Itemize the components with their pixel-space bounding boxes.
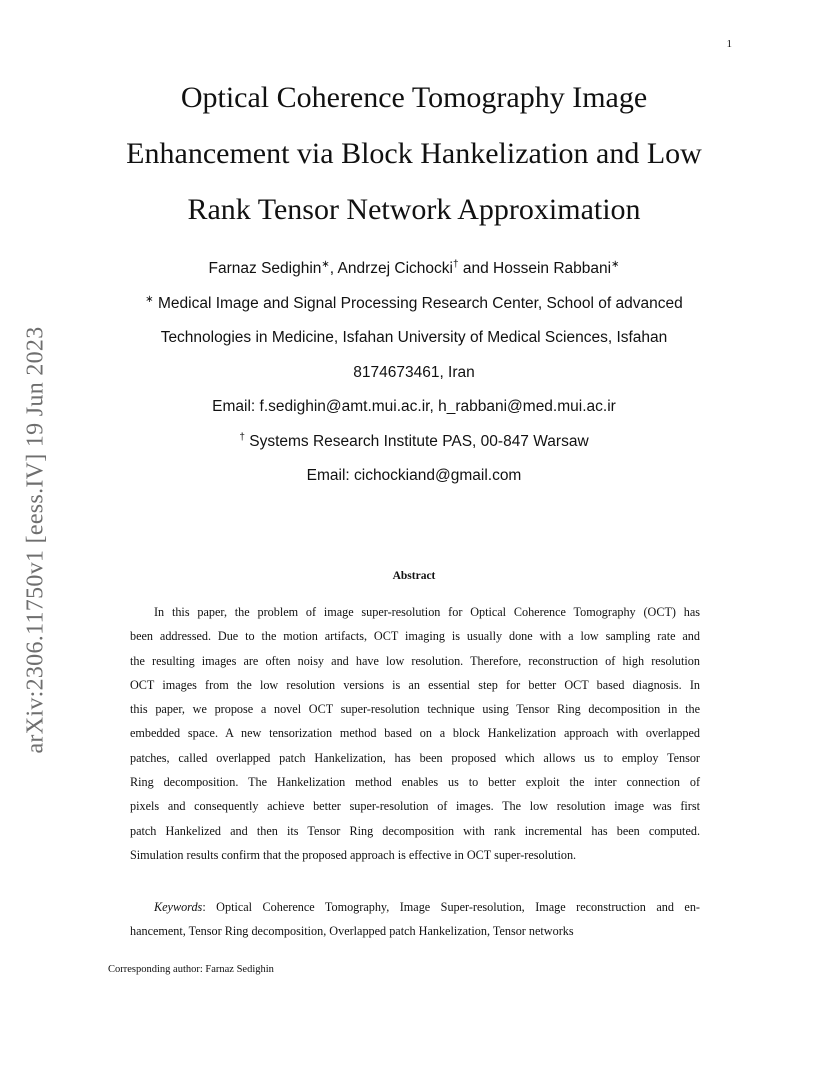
email-line: Email: f.sedighin@amt.mui.ac.ir, h_rabbani@med.mui.ac.ir (212, 398, 616, 415)
title-line: Rank Tensor Network Approximation (187, 193, 641, 226)
abstract-line: been addressed. Due to the motion artifacts, OCT imaging is usually done with a low sampling rate and (130, 629, 700, 644)
affiliation-line: Technologies in Medicine, Isfahan University of Medical Sciences, Isfahan (160, 329, 668, 346)
author-name: Farnaz Sedighin (208, 260, 322, 277)
affiliation-mark: ∗ (145, 293, 154, 305)
abstract-line: Simulation results confirm that the proposed approach is effective in OCT super-resolution. (130, 847, 577, 862)
affiliation-mark: † (452, 259, 459, 270)
page-number: 1 (726, 38, 732, 50)
abstract-line: Ring decomposition. The Hankelization method enables us to better exploit the inter connection of (130, 775, 700, 790)
abstract-line: this paper, we propose a novel OCT super-resolution technique using Tensor Ring decomposition in the (130, 702, 700, 717)
title-line: Enhancement via Block Hankelization and Low (126, 137, 702, 170)
keywords-line: hancement, Tensor Ring decomposition, Overlapped patch Hankelization, Tensor networks (130, 924, 574, 939)
author-separator: and (458, 260, 494, 277)
author-name: Hossein Rabbani (493, 260, 612, 277)
keywords-label: Keywords (154, 900, 203, 914)
keywords-text: : Optical Coherence Tomography, Image Super-resolution, Image reconstruction and en- (202, 900, 700, 914)
abstract-line: patch Hankelized and then its Tensor Ring decomposition with rank incremental has been computed. (130, 823, 700, 838)
affiliation-mark: † (239, 431, 245, 443)
author-block (82, 252, 746, 494)
abstract-line: embedded space. A new tensorization method based on a block Hankelization approach with overlapped (130, 726, 700, 741)
abstract-line: OCT images from the low resolution versions is an essential step for better OCT based diagnosis. In (130, 677, 700, 692)
email-line: Email: cichockiand@gmail.com (306, 467, 522, 484)
paper-title (82, 70, 746, 238)
affiliation-line: 8174673461, Iran (353, 363, 475, 381)
affiliation-text: Medical Image and Signal Processing Research Center, School of advanced (153, 294, 683, 312)
affiliation-mark: ∗ (321, 259, 330, 270)
author-name: Andrzej Cichocki (337, 260, 453, 277)
affiliation-line (82, 425, 746, 460)
affiliation-text: Systems Research Institute PAS, 00-847 Warsaw (244, 432, 589, 450)
keywords-line (130, 895, 700, 919)
abstract-line: patches, called overlapped patch Hankelization, has been proposed which allows us to employ Tensor (130, 750, 700, 765)
keywords-block (130, 895, 700, 944)
abstract-line: In this paper, the problem of image super-resolution for Optical Coherence Tomography (OCT) has (154, 605, 700, 619)
author-separator: , (329, 260, 338, 277)
author-list (82, 252, 746, 287)
title-line: Optical Coherence Tomography Image (180, 81, 648, 114)
arxiv-stamp: arXiv:2306.11750v1 [eess.IV] 19 Jun 2023 (22, 326, 49, 754)
abstract-line: the resulting images are often noisy and have low resolution. Therefore, reconstruction of high resolution (130, 653, 700, 668)
affiliation-line (82, 287, 746, 322)
affiliation-mark: ∗ (611, 259, 620, 270)
corresponding-author-footnote: Corresponding author: Farnaz Sedighin (108, 964, 274, 975)
abstract-body (130, 600, 700, 867)
abstract-heading: Abstract (392, 570, 436, 582)
abstract-line: pixels and consequently achieve better super-resolution of images. The low resolution image was first (130, 799, 700, 814)
